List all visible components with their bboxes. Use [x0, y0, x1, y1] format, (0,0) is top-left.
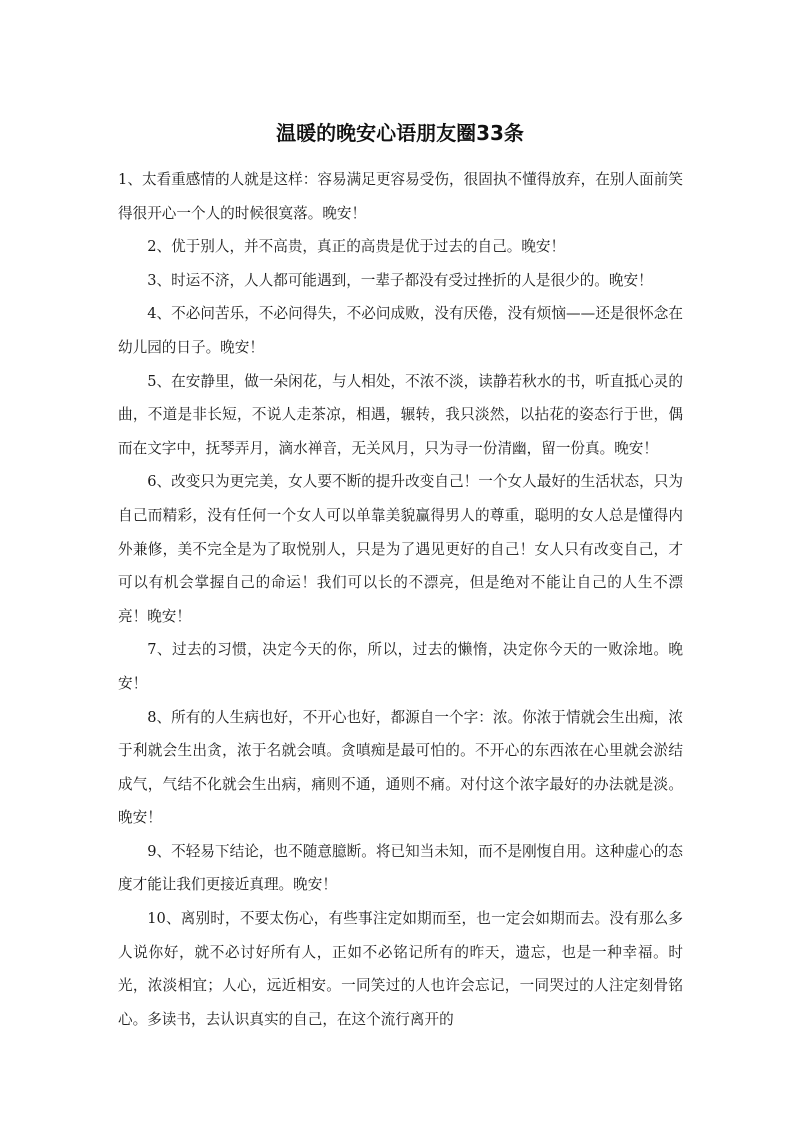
paragraph-7: 7、过去的习惯，决定今天的你，所以，过去的懒惰，决定你今天的一败涂地。晚安！	[118, 641, 683, 692]
paragraph-3: 3、时运不济，人人都可能遇到，一辈子都没有受过挫折的人是很少的。晚安！	[147, 271, 653, 289]
document-title: 温暖的晚安心语朋友圈33条	[276, 121, 524, 145]
paragraph-10: 10、离别时，不要太伤心，有些事注定如期而至，也一定会如期而去。没有那么多人说你好，就不必讨好所有人，正如不必铭记所有的昨天，遗忘，也是一种幸福。时光，浓淡相宜；人心，远近相安。一同笑过的人也许会忘记，一同哭过的人注定刻骨铭心。多读书，去认识真实的自己，在这个流行离开的	[118, 910, 683, 1028]
paragraph-2: 2、优于别人，并不高贵，真正的高贵是优于过去的自己。晚安！	[147, 238, 566, 256]
paragraph-9: 9、不轻易下结论，也不随意臆断。将已知当未知，而不是刚愎自用。这种虚心的态度才能让我们更接近真理。晚安！	[118, 842, 683, 894]
paragraph-8: 8、所有的人生病也好，不开心也好，都源自一个字：浓。你浓于情就会生出痴，浓于利就会生出贪，浓于名就会嗔。贪嗔痴是最可怕的。不开心的东西浓在心里就会淤结成气，气结不化就会生出病，痛则不通，通则不痛。对付这个浓字最好的办法就是淡。晚安！	[118, 708, 683, 827]
paragraph-6: 6、改变只为更完美，女人要不断的提升改变自己！一个女人最好的生活状态，只为自己而精彩，没有任何一个女人可以单靠美貌赢得男人的尊重，聪明的女人总是懂得内外兼修，美不完全是为了取悦别人，只是为了遇见更好的自己！女人只有改变自己，才可以有机会掌握自己的命运！我们可以长的不漂亮，但是绝对不能让自己的人生不漂亮！晚安！	[118, 473, 683, 625]
paragraph-4: 4、不必问苦乐，不必问得失，不必问成败，没有厌倦，没有烦恼——还是很怀念在幼儿园的日子。晚安！	[118, 305, 683, 356]
document-body	[118, 163, 683, 1036]
paragraph-5: 5、在安静里，做一朵闲花，与人相处，不浓不淡，读静若秋水的书，听直抵心灵的曲，不道是非长短，不说人走茶凉，相遇，辗转，我只淡然，以拈花的姿态行于世，偶而在文字中，抚琴弄月，滴水禅音，无关风月，只为寻一份清幽，留一份真。晚安！	[118, 372, 683, 457]
paragraph-1: 1、太看重感情的人就是这样：容易满足更容易受伤，很固执不懂得放弃，在别人面前笑得很开心一个人的时候很寞落。晚安！	[118, 171, 683, 222]
